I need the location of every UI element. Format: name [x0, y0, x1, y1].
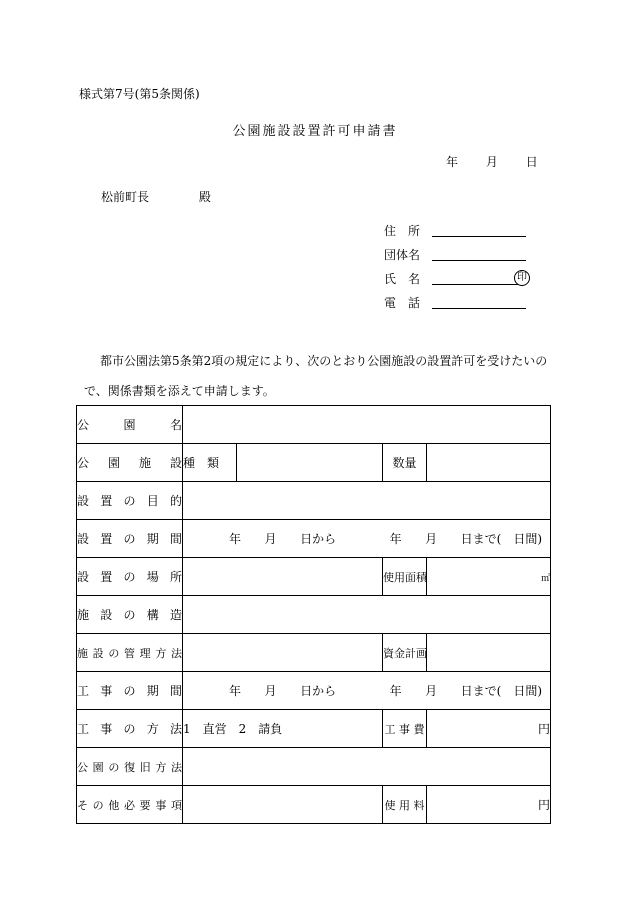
table-row: [77, 558, 551, 596]
date-month: 月: [485, 155, 498, 169]
usage-fee-label: 使 用 料: [383, 786, 427, 824]
cperiod-year-to: 年: [389, 684, 402, 698]
table-row: [77, 672, 551, 710]
construction-period-label: 工事の期間: [77, 672, 183, 710]
table-row: [77, 596, 551, 634]
cperiod-day-to: 日まで( 日間): [460, 684, 543, 698]
funding-plan-label: 資金計画: [383, 634, 427, 672]
table-row: [77, 634, 551, 672]
quantity-field[interactable]: [427, 444, 551, 482]
table-row: [77, 710, 551, 748]
body-text: [84, 346, 554, 406]
group-name-label: 団体名: [384, 248, 421, 262]
park-name-field[interactable]: [183, 406, 551, 444]
installation-place-field[interactable]: [183, 558, 383, 596]
management-method-label: 施設の管理方法: [77, 634, 183, 672]
address-label: 住 所: [384, 224, 421, 238]
other-items-field[interactable]: [183, 786, 383, 824]
installation-period-label: 設置の期間: [77, 520, 183, 558]
area-used-label: 使用面積: [383, 558, 427, 596]
body-text-line2: で、関係書類を添えて申請します。: [84, 384, 275, 398]
seal-mark: 印: [514, 270, 530, 286]
funding-plan-field[interactable]: [427, 634, 551, 672]
structure-field[interactable]: [183, 596, 551, 634]
phone-label: 電 話: [384, 296, 421, 310]
addressee-name: 松前町長: [101, 190, 150, 204]
period-day-to: 日まで( 日間): [460, 532, 543, 546]
addressee-suffix: 殿: [198, 190, 211, 204]
period-month-to: 月: [425, 532, 438, 546]
structure-label: 施設の構造: [77, 596, 183, 634]
form-number: 様式第7号(第5条関係): [79, 87, 200, 101]
date-day: 日: [525, 155, 538, 169]
period-year-from: 年: [229, 532, 242, 546]
table-row: [77, 482, 551, 520]
restoration-method-label: 公園の復旧方法: [77, 748, 183, 786]
name-label: 氏 名: [384, 272, 421, 286]
addressee: [101, 188, 211, 205]
period-day-from: 日から: [300, 532, 337, 546]
cperiod-month-to: 月: [425, 684, 438, 698]
fee-yen: 円: [538, 798, 551, 812]
management-method-field[interactable]: [183, 634, 383, 672]
area-used-field[interactable]: [427, 558, 551, 596]
usage-fee-field[interactable]: [427, 786, 551, 824]
table-row: [77, 444, 551, 482]
purpose-label: 設置の目的: [77, 482, 183, 520]
period-year-to: 年: [389, 532, 402, 546]
type-field[interactable]: [237, 444, 383, 482]
park-facility-label: 公園施設: [77, 444, 183, 482]
type-label: 種 類: [183, 444, 237, 482]
group-name-field[interactable]: [432, 260, 526, 261]
construction-cost-label: 工 事 費: [383, 710, 427, 748]
park-name-label: 公園名: [77, 406, 183, 444]
purpose-field[interactable]: [183, 482, 551, 520]
area-unit: ㎡: [541, 573, 551, 584]
cperiod-month-from: 月: [264, 684, 277, 698]
table-row: [77, 748, 551, 786]
cperiod-day-from: 日から: [300, 684, 337, 698]
phone-field[interactable]: [432, 308, 526, 309]
document-title: 公園施設設置許可申請書: [232, 124, 398, 139]
installation-period-field[interactable]: [183, 520, 551, 558]
cperiod-year-from: 年: [229, 684, 242, 698]
other-items-label: その他必要事項: [77, 786, 183, 824]
address-field[interactable]: [432, 236, 526, 237]
installation-place-label: 設置の場所: [77, 558, 183, 596]
name-field[interactable]: [432, 284, 526, 285]
construction-method-options[interactable]: 1 直営 2 請負: [183, 710, 383, 748]
table-row: [77, 520, 551, 558]
body-text-line1: 都市公園法第5条第2項の規定により、次のとおり公園施設の設置許可を受けたいの: [100, 354, 548, 368]
date-line: [440, 153, 538, 170]
table-row: [77, 786, 551, 824]
construction-cost-field[interactable]: [427, 710, 551, 748]
application-table: [76, 405, 551, 824]
cost-yen: 円: [538, 722, 551, 736]
construction-period-field[interactable]: [183, 672, 551, 710]
date-year: 年: [446, 155, 459, 169]
construction-method-label: 工事の方法: [77, 710, 183, 748]
quantity-label: 数量: [383, 444, 427, 482]
restoration-method-field[interactable]: [183, 748, 551, 786]
period-month-from: 月: [264, 532, 277, 546]
table-row: [77, 406, 551, 444]
